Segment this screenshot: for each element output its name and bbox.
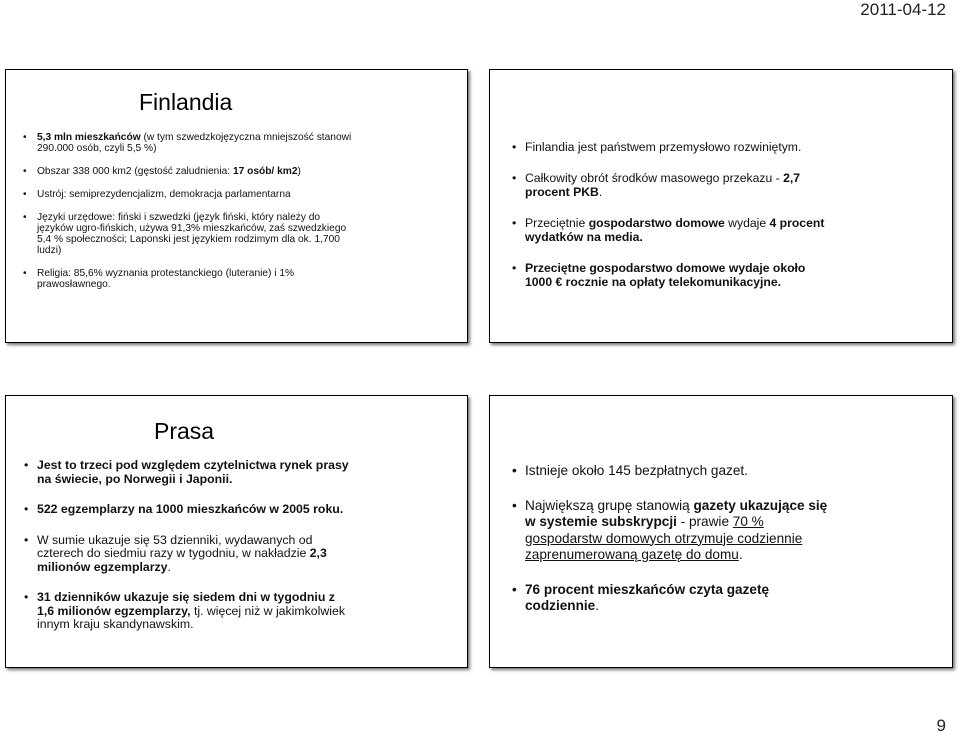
slide-finlandia xyxy=(5,69,468,343)
list-item xyxy=(525,463,835,480)
bullet-text: Religia: 85,6% wyznania protestanckiego (luteranie) i 1% prawosławnego. xyxy=(37,268,295,290)
list-item xyxy=(525,498,835,564)
bullet-bold-text: 4 procent wydatków na media. xyxy=(525,216,825,244)
list-item xyxy=(525,171,825,199)
list-item xyxy=(525,140,825,154)
bullet-bold-text: 17 osób/ km2 xyxy=(232,166,298,177)
bullet-bold-text: gospodarstwo domowe xyxy=(588,216,725,230)
bullet-bold-text: 76 procent mieszkańców czyta gazetę codziennie xyxy=(525,581,770,613)
list-item xyxy=(37,459,352,486)
bullet-bold-text: Przeciętne gospodarstwo domowe wydaje około 1000 € rocznie na opłaty telekomunikacyjne. xyxy=(525,261,806,289)
bullet-list xyxy=(37,459,352,649)
bullet-bold-text: gazety ukazujące się w systemie subskrypcji xyxy=(525,497,828,529)
bullet-text: W sumie ukazuje się 53 dzienniki, wydawanych od czterech do siedmiu razy w tygodniu, w nakładzie xyxy=(37,532,313,560)
list-item xyxy=(37,503,352,517)
header-date: 2011-04-12 xyxy=(860,0,946,19)
bullet-bold-text: 522 egzemplarzy na 1000 mieszkańców w 2005 roku. xyxy=(37,502,344,516)
list-item xyxy=(525,582,835,615)
bullet-list xyxy=(37,132,352,302)
bullet-bold-text: 5,3 mln mieszkańców xyxy=(37,132,141,143)
underlined-text: 70 % gospodarstw domowych otrzymuje codziennie zaprenumerowaną gazetę do domu xyxy=(525,514,803,562)
bullet-bold-text: Jest to trzeci pod względem czytelnictwa rynek prasy na świecie, po Norwegii i Japonii. xyxy=(37,458,349,486)
list-item xyxy=(37,591,352,632)
bullet-text: . xyxy=(595,598,600,613)
bullet-text: ) xyxy=(297,166,301,177)
bullet-text: Finlandia jest państwem przemysłowo rozwiniętym. xyxy=(525,140,802,154)
list-item xyxy=(37,189,352,200)
bullet-list xyxy=(525,463,835,633)
slide-prasa xyxy=(5,395,468,668)
bullet-text: tj. więcej niż w jakimkolwiek innym kraju skandynawskim. xyxy=(37,603,345,631)
list-item xyxy=(525,261,825,289)
bullet-text: Języki urzędowe: fiński i szwedzki (język fiński, który należy do języków ugro-fińskich, używa 91,3% mieszkańców, zaś szwedzkiego 5,4 % społeczności; Laponski jest językiem rodzimym dla ok. 1,700 ludzi) xyxy=(37,212,347,256)
bullet-list xyxy=(525,140,825,306)
list-item xyxy=(37,268,352,290)
bullet-text: - prawie xyxy=(676,514,733,529)
bullet-text: (w tym szwedzkojęzyczna mniejszość stanowi 290.000 osób, czyli 5,5 %) xyxy=(37,132,352,154)
bullet-text: Obszar 338 000 km2 (gęstość zaludnienia: xyxy=(37,166,233,177)
slide-title: Prasa xyxy=(154,418,215,444)
bullet-text: Istnieje około 145 bezpłatnych gazet. xyxy=(525,463,748,478)
slide-title: Finlandia xyxy=(139,89,233,115)
list-item xyxy=(525,216,825,244)
list-item xyxy=(37,534,352,575)
bullet-text: Całkowity obrót środków masowego przekazu - xyxy=(525,171,784,185)
bullet-text: wydaje xyxy=(724,216,770,230)
bullet-bold-text: 2,3 milionów egzemplarzy xyxy=(37,546,327,574)
bullet-bold-text: 31 dzienników ukazuje się siedem dni w tygodniu z 1,6 milionów egzemplarzy, xyxy=(37,590,335,618)
list-item xyxy=(37,132,352,154)
bullet-text: . xyxy=(738,547,743,562)
bullet-text: Największą grupę stanowią xyxy=(525,497,694,513)
bullet-text: . xyxy=(598,185,603,199)
bullet-text: Ustrój: semiprezydencjalizm, demokracja parlamentarna xyxy=(37,189,291,200)
slide-free-newspapers xyxy=(489,395,953,668)
page-number: 9 xyxy=(936,716,946,735)
bullet-bold-text: 2,7 procent PKB xyxy=(525,171,801,199)
slide-media-economy xyxy=(489,69,953,343)
list-item xyxy=(37,166,352,177)
bullet-text: Przeciętnie xyxy=(525,216,589,230)
bullet-text: . xyxy=(167,559,171,574)
list-item xyxy=(37,212,352,256)
